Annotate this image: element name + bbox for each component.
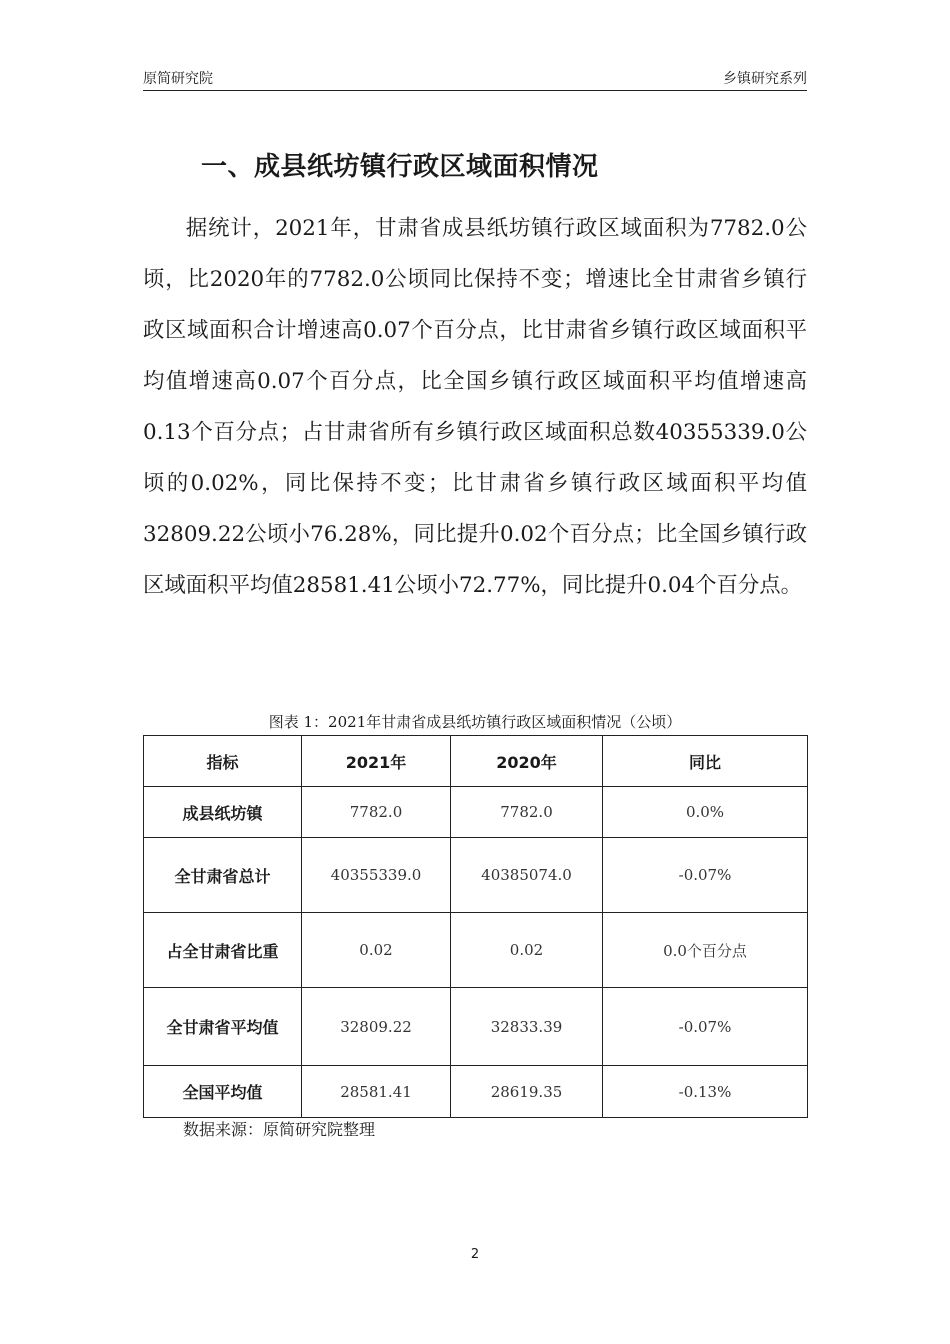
table-row-label: 全甘肃省平均值: [144, 988, 302, 1066]
table-cell: 7782.0: [302, 787, 451, 838]
table-row-label: 全国平均值: [144, 1066, 302, 1118]
table-row: [144, 1066, 808, 1118]
table-row: [144, 787, 808, 838]
table-cell: -0.07%: [603, 988, 808, 1066]
table-row-label: 占全甘肃省比重: [144, 913, 302, 988]
table-row: [144, 988, 808, 1066]
table-cell: 40355339.0: [302, 838, 451, 913]
table-cell: -0.13%: [603, 1066, 808, 1118]
table-header-row: [144, 736, 808, 787]
table-row-label: 全甘肃省总计: [144, 838, 302, 913]
page-header: [143, 66, 807, 91]
table-row: [144, 913, 808, 988]
table-row: [144, 838, 808, 913]
table-cell: 0.02: [302, 913, 451, 988]
table-cell: 28581.41: [302, 1066, 451, 1118]
table-cell: 0.02: [451, 913, 603, 988]
table-header-cell: 指标: [144, 736, 302, 787]
table-header-cell: 同比: [603, 736, 808, 787]
table-header-cell: 2021年: [302, 736, 451, 787]
page-number: 2: [470, 1247, 480, 1262]
table-cell: 0.0个百分点: [603, 913, 808, 988]
header-series: 乡镇研究系列: [723, 71, 807, 87]
table-cell: 32809.22: [302, 988, 451, 1066]
section-title: 一、成县纸坊镇行政区域面积情况: [201, 152, 599, 182]
body-paragraph: 据统计，2021年，甘肃省成县纸坊镇行政区域面积为7782.0公顷，比2020年的7782.0公顷同比保持不变；增速比全甘肃省乡镇行政区域面积合计增速高0.07个百分点，比甘肃省乡镇行政区域面积平均值增速高0.07个百分点，比全国乡镇行政区域面积平均值增速高0.13个百分点；占甘肃省所有乡镇行政区域面积总数40355339.0公顷的0.02%，同比保持不变；比甘肃省乡镇行政区域面积平均值32809.22公顷小76.28%，同比提升0.02个百分点；比全国乡镇行政区域面积平均值28581.41公顷小72.77%，同比提升0.04个百分点。: [143, 216, 807, 598]
table-cell: 40385074.0: [451, 838, 603, 913]
table-cell: 0.0%: [603, 787, 808, 838]
header-publisher: 原简研究院: [143, 71, 213, 87]
data-source-note: 数据来源：原简研究院整理: [183, 1120, 376, 1139]
table-cell: 32833.39: [451, 988, 603, 1066]
area-table: [143, 735, 808, 1118]
table-caption: 图表 1：2021年甘肃省成县纸坊镇行政区域面积情况（公顷）: [268, 713, 682, 731]
table-cell: -0.07%: [603, 838, 808, 913]
table-row-label: 成县纸坊镇: [144, 787, 302, 838]
table-header-cell: 2020年: [451, 736, 603, 787]
table-cell: 28619.35: [451, 1066, 603, 1118]
table-cell: 7782.0: [451, 787, 603, 838]
